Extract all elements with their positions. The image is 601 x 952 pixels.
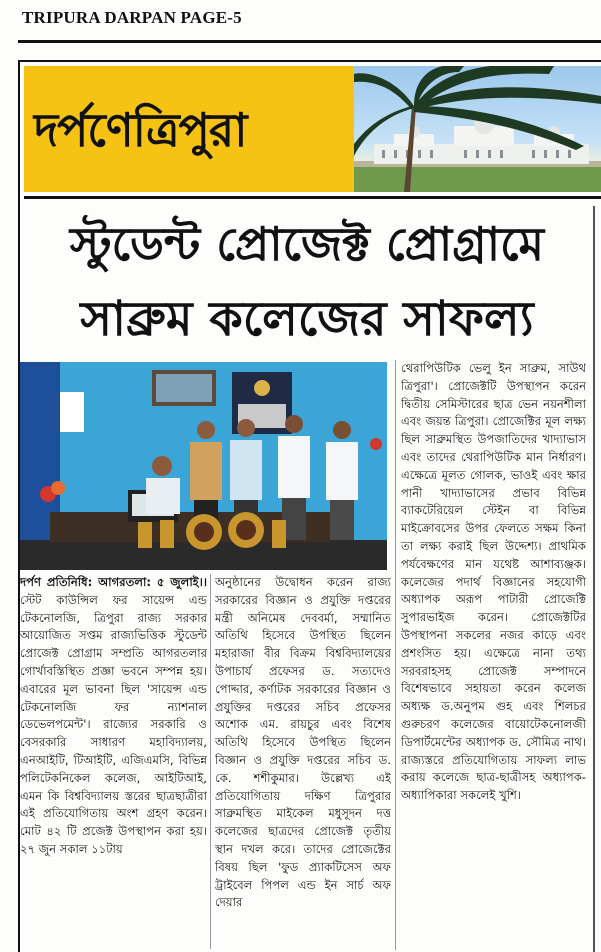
article-column-3 [401,360,586,950]
article-column-2-text: অনুষ্ঠানের উদ্বোধন করেন রাজ্য সরকারের বিজ্ঞান ও প্রযুক্তি দপ্তরের মন্ত্রী অনিমেষ দেববর্মা, সম্মানিত অতিথি হিসেবে উপস্থিত ছিলেন মহারাজা বীর বিক্রম বিশ্ববিদ্যালয়ের উপাচার্য প্রফেসর ড. সত্যদেও পোদ্দার, কর্ণাটক সরকারের বিজ্ঞান ও প্রযুক্তির দপ্তরের সচিব প্রফেসর অশোক এম. রায়চুর এবং বিশেষ অতিথি হিসেবে উপস্থিত ছিলেন বিজ্ঞান ও প্রযুক্তি দপ্তরের সচিব ড. কে. শশীকুমার। উল্লেখ্য এই প্রতিযোগিতায় দক্ষিণ ত্রিপুরার সাব্রুমস্থিত মাইকেল মধুসূদন দত্ত কলেজের ছাত্রদের প্রোজেক্ট তৃতীয় স্থান দখল করে। তাদের প্রোজেক্টের বিষয় ছিল 'ফুড প্র্যাকটিসেস অফ ট্রাইবেল পিপল এন্ড ইন সার্চ অফ দেয়ার [215,575,391,910]
article-column-2 [215,574,391,949]
top-rule [18,40,601,43]
article-column-1-text: স্টেট কাউন্সিল ফর সায়েন্স এন্ড টেকনোলজি, ত্রিপুরা রাজ্য সরকার আয়োজিত সপ্তম রাজ্যভিত্তিক স্টুডেন্ট প্রোজেক্ট প্রোগ্রাম সম্প্রতি আগরতলার গোর্খাবস্তিস্থিত প্রজ্ঞা ভবনে সম্পন্ন হয়। এবারের মূল ভাবনা ছিল 'সায়েন্স এন্ড টেকনোলজি ফর ন্যাশনাল ডেভেলপমেন্ট'। রাজ্যের সরকারি ও বেসরকারি সাধারণ মহাবিদ্যালয়, এনআইটি, টিআইটি, এজিএমসি, বিভিন্ন পলিটেকনিকেল কলেজ, আইটিআই, এমন কি বিশ্ববিদ্যালয় স্তরের ছাত্রছাত্রীরা এই প্রতিযোগিতায় অংশ গ্রহণ করেন। মোট ৪২ টি প্রজেক্ট উপস্থাপন করা হয়। ২৭ জুন সকাল ১১টায় [20,592,207,856]
masthead-title: দর্পণেত্রিপুরা [34,103,247,157]
article-byline: দর্পণ প্রতিনিধি: আগরতলা: ৫ জুলাই।। [20,575,207,589]
masthead-brand-block [24,66,354,192]
palace-and-palm-illustration [354,66,601,192]
page-label: TRIPURA DARPAN PAGE-5 [22,8,242,27]
news-photo [20,362,387,570]
masthead-rule [24,196,601,199]
headline-line-1: স্টুডেন্ট প্রোজেক্ট প্রোগ্রামে [69,217,545,271]
masthead [24,66,601,200]
masthead-palace-photo [354,66,601,192]
column-divider-2 [395,360,396,950]
right-column-rule [593,206,595,952]
frame-top-border [18,60,601,62]
column-divider-1 [210,574,211,949]
award-group-photo [20,362,387,570]
headline-line-2: সাব্রুম কলেজের সাফল্য [80,291,534,347]
article-column-1 [20,574,207,949]
article-column-3-text: থেরাপিউটিক ভেলু ইন সাব্রুম, সাউথ ত্রিপুরা'। প্রোজেক্টটি উপস্থাপন করেন দ্বিতীয় সেমিস্টারের ছাত্র ভেন নয়নশীলা এবং জয়ন্ত ত্রিপুরা। প্রোজেক্টির মূল লক্ষ্য ছিল সাব্রুমস্থিত উপজাতিদের খাদ্যাভাস এবং তাদের থেরাপিউটিক মান নির্ধারণ। এক্ষেত্রে মূলত গোলক, ভাওই এবং ক্ষার পানী খাদ্যাভাসের প্রভাব বিভিন্ন ব্যাকটেরিয়েল স্টেইন বা বিভিন্ন মাইক্রোবসের উপর ফেলতে সক্ষম কিনা তা লক্ষ্য করাই ছিল উদ্দেশ্য। প্রাথমিক পর্যবেক্ষণের মান যথেষ্ট আশাব্যঞ্জক। কলেজের পদার্থ বিজ্ঞানের সহযোগী অধ্যাপক অরূপ পাটারী প্রোজেক্টি সুপারভাইজ করেন। প্রোজেক্টটির উপস্থাপনা সকলের নজর কাড়ে এবং প্রশংসিত হয়। এক্ষেত্রে নানা তথ্য সরবরাহসহ প্রোজেক্ট সম্পাদনে বিশেষভাবে সহায়তা করেন কলেজ অধ্যক্ষ ড.অনুপম গুহ এবং শিলচর গুরুচরণ কলেজের বায়োটেকনোলজী ডিপার্টমেন্টের অধ্যাপক ড. সৌমিত্র নাথ। রাজ্যস্তরে প্রতিযোগিতায় সাফল্য লাভ করায় কলেজে ছাত্র-ছাত্রীসহ অধ্যাপক-অধ্যাপিকারা সকলেই খুশি। [401,361,586,803]
